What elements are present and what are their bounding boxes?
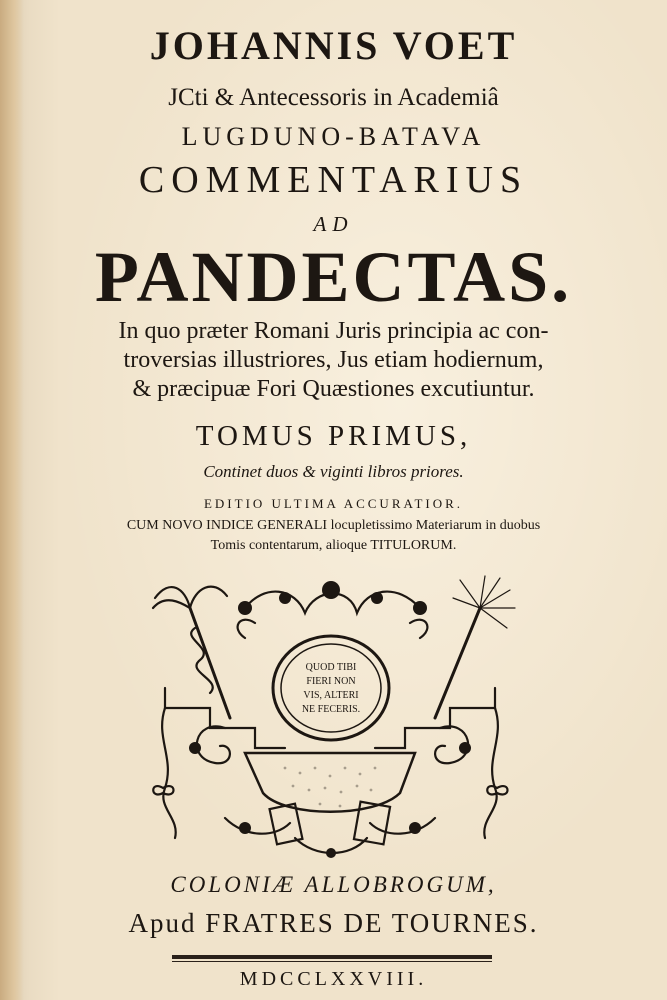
imprint-publisher: Apud FRATRES DE TOURNES.: [128, 908, 539, 938]
description-line-2: troversias illustriores, Jus etiam hodiernum,: [123, 347, 544, 373]
volume-label: TOMUS PRIMUS,: [195, 420, 472, 452]
index-note-line-1: CUM NOVO INDICE GENERALI locupletissimo Materiarum in duobus: [126, 518, 541, 533]
description-line-1: In quo præter Romani Juris principia ac con-: [118, 318, 549, 344]
imprint-rule: [172, 955, 492, 959]
ornament-motto: [281, 661, 381, 717]
index-note-line-2: Tomis contentarum, alioque TITULORUM.: [210, 538, 457, 553]
title-line-ad: AD: [313, 212, 354, 236]
main-title: PANDECTAS.: [94, 237, 573, 317]
title-line-commentarius: COMMENTARIUS: [138, 159, 529, 201]
imprint-city: COLONIÆ ALLOBROGUM,: [170, 872, 497, 897]
imprint-year: MDCCLXXVIII.: [239, 968, 428, 990]
contents-note: Continet duos & viginti libros priores.: [203, 462, 464, 481]
motto-line-1: QUOD TIBI: [305, 662, 357, 673]
university-place: LUGDUNO-BATAVA: [181, 122, 486, 151]
author-name: JOHANNIS VOET: [149, 23, 518, 68]
author-affiliation: JCti & Antecessoris in Academiâ: [168, 84, 499, 111]
motto-line-3: VIS, ALTERI: [303, 690, 359, 701]
edition-note: EDITIO ULTIMA ACCURATIOR.: [203, 496, 464, 511]
motto-line-4: NE FECERIS.: [301, 704, 361, 715]
printers-ornament: [135, 568, 520, 868]
motto-line-2: FIERI NON: [306, 676, 356, 687]
description-line-3: & præcipuæ Fori Quæstiones excutiuntur.: [132, 376, 535, 402]
imprint-rule-thin: [172, 961, 492, 962]
